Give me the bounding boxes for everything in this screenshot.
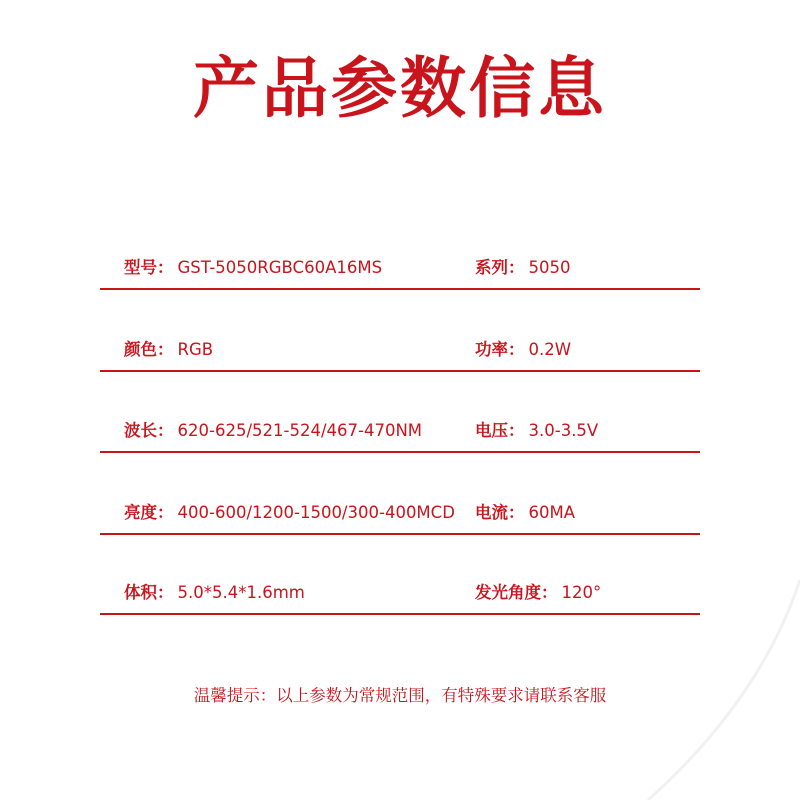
page-title: 产品参数信息 <box>193 50 607 127</box>
spec-value: 60MA <box>528 503 576 522</box>
spec-label: 电流： <box>475 503 525 522</box>
spec-model <box>124 256 382 280</box>
spec-size <box>124 581 305 605</box>
spec-label: 亮度： <box>124 503 174 522</box>
spec-value: 620-625/521-524/467-470NM <box>177 421 423 440</box>
spec-value: 5.0*5.4*1.6mm <box>177 583 305 602</box>
spec-row-color <box>100 330 700 372</box>
spec-label: 系列： <box>475 258 525 277</box>
spec-wavelength <box>124 419 422 443</box>
spec-row-wavelength <box>100 411 700 453</box>
spec-value: RGB <box>177 340 214 359</box>
spec-label: 发光角度： <box>475 583 558 602</box>
spec-row-size <box>100 573 700 615</box>
spec-current <box>475 501 575 525</box>
spec-label: 体积： <box>124 583 174 602</box>
spec-brightness <box>124 501 455 525</box>
spec-value: 120° <box>561 583 602 602</box>
spec-label: 功率： <box>475 340 525 359</box>
tip-note: 温馨提示：以上参数为常规范围，有特殊要求请联系客服 <box>193 686 607 705</box>
spec-value: 3.0-3.5V <box>528 421 599 440</box>
spec-voltage <box>475 419 598 443</box>
spec-label: 波长： <box>124 421 174 440</box>
spec-value: 0.2W <box>528 340 572 359</box>
spec-beam-angle <box>475 581 601 605</box>
spec-label: 型号： <box>124 258 174 277</box>
spec-value: 400-600/1200-1500/300-400MCD <box>177 503 455 522</box>
spec-label: 电压： <box>475 421 525 440</box>
spec-series <box>475 256 571 280</box>
spec-value: GST-5050RGBC60A16MS <box>177 258 383 277</box>
spec-row-brightness <box>100 493 700 535</box>
spec-table <box>100 0 700 800</box>
spec-row-model <box>100 248 700 290</box>
spec-value: 5050 <box>528 258 571 277</box>
spec-power <box>475 338 571 362</box>
spec-color <box>124 338 213 362</box>
spec-label: 颜色： <box>124 340 174 359</box>
